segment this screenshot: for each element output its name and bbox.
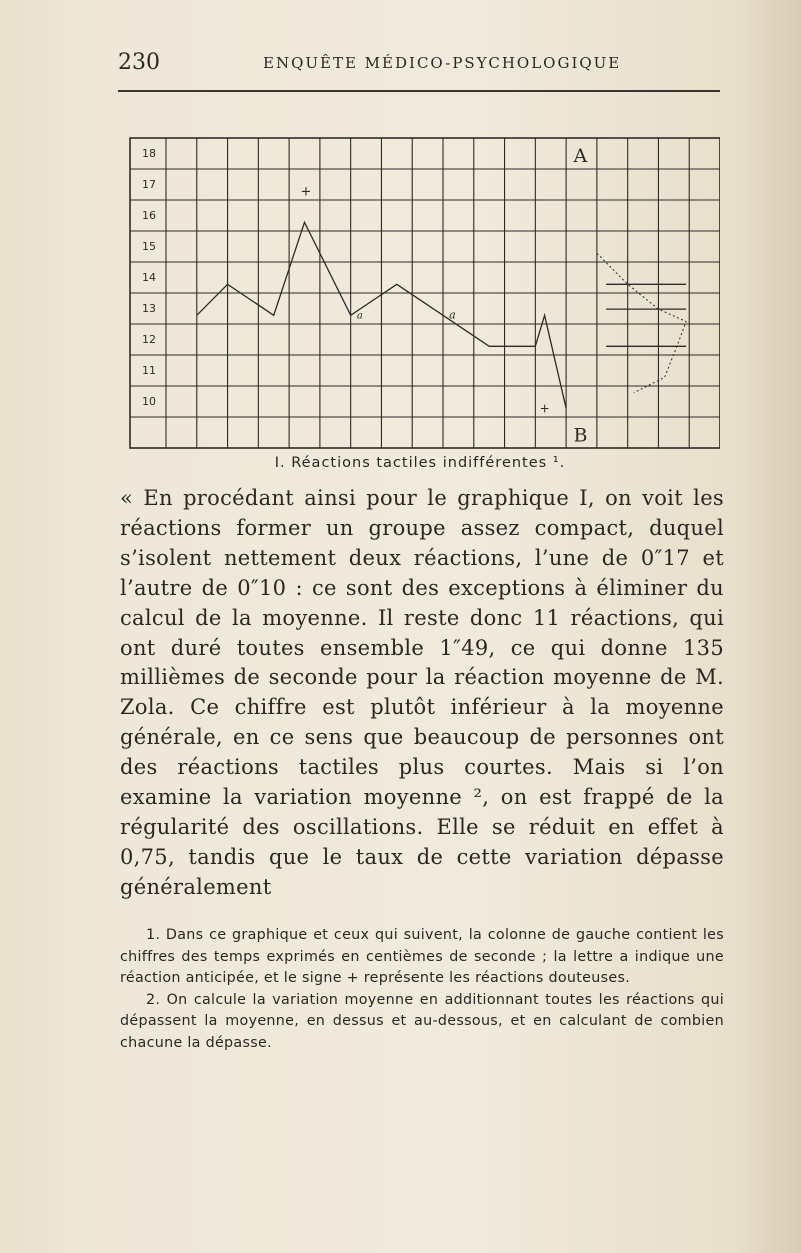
page-number: 230 xyxy=(118,50,160,75)
body-paragraph: « En procédant ainsi pour le graphique I, on voit les réactions former un groupe assez compact, duquel s’isolent nettement deux réactions, l’une de 0″17 et l’autre de 0″10 : ce sont des exceptions à éliminer du calcul de la moyenne. Il reste donc 11 réactions, qui ont duré toutes ensemble 1″49, ce qui donne 135 millièmes de seconde pour la réaction moyenne de M. Zola. Ce chiffre est plutôt inférieur à la moyenne générale, en ce sens que beaucoup de personnes ont des réactions tactiles plus courtes. Mais si l’on examine la variation moyenne ², on est frappé de la régularité des oscillations. Elle se réduit en effet à 0,75, tandis que le taux de cette variation dépasse généralement xyxy=(120,486,724,899)
row-label: 16 xyxy=(142,209,156,223)
row-label: 15 xyxy=(142,240,156,254)
anticipation-letter-2: a xyxy=(356,310,363,322)
running-header xyxy=(118,50,718,80)
row-label: 13 xyxy=(142,302,156,316)
running-title: ENQUÊTE MÉDICO-PSYCHOLOGIQUE xyxy=(263,54,622,72)
row-label: 10 xyxy=(142,395,156,409)
figure-caption: I. Réactions tactiles indifférentes ¹. xyxy=(274,455,566,471)
footnote-2: 2. On calcule la variation moyenne en additionnant toutes les réactions qui dépassent la moyenne, en dessus et au-dessous, et en calculant de combien chacune la dépasse. xyxy=(120,991,724,1051)
row-label: 11 xyxy=(142,364,156,378)
series-line-secondary xyxy=(597,253,686,392)
row-label: 12 xyxy=(142,333,156,347)
doubtful-sign-2: + xyxy=(539,401,550,416)
reaction-time-graph xyxy=(120,130,720,460)
graph-lines xyxy=(197,222,686,408)
footnote-1: 1. Dans ce graphique et ceux qui suivent, la colonne de gauche contient les chiffres des temps exprimés en centièmes de seconde ; la lettre a indique une réaction anticipée, et le signe + représente les réactions douteuses. xyxy=(120,927,724,987)
row-label: 18 xyxy=(142,147,156,161)
graph-markers xyxy=(301,145,588,446)
doubtful-sign: + xyxy=(300,184,312,200)
marker-b: B xyxy=(573,424,588,447)
footnotes xyxy=(120,925,724,1055)
row-label: 14 xyxy=(142,271,156,285)
anticipation-letter: a xyxy=(449,308,456,322)
header-rule xyxy=(118,90,720,92)
marker-a: A xyxy=(573,145,588,168)
row-label: 17 xyxy=(142,178,156,192)
graph-row-labels xyxy=(142,147,156,408)
